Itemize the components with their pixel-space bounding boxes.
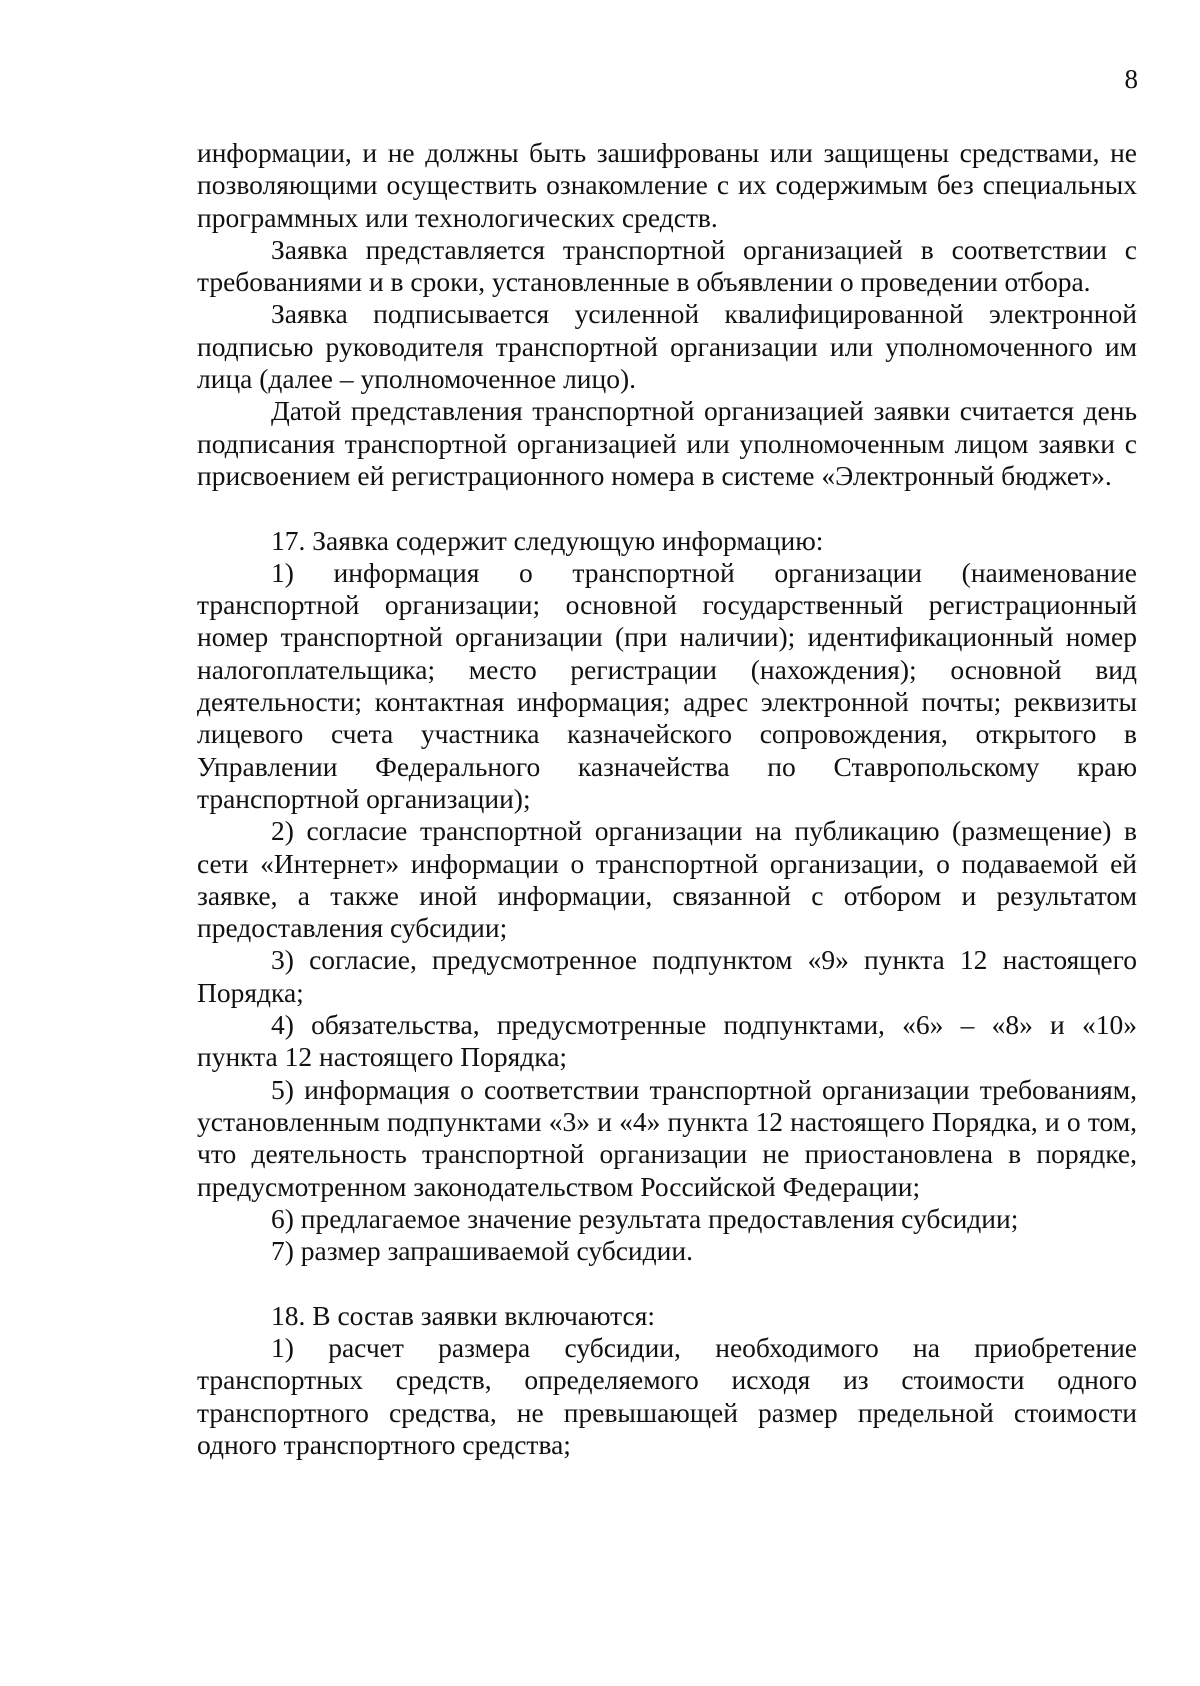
section-heading-17: 17. Заявка содержит следующую информацию: (271, 524, 824, 556)
document-body (197, 137, 1137, 1461)
list-item: 6) предлагаемое значение результата предоставления субсидии; (271, 1202, 1019, 1234)
paragraph: Заявка подписывается усиленной квалифицированной электронной подписью руководителя транспортной организации или уполномоченного им лица (далее – уполномоченное лицо). (197, 298, 1137, 395)
page-number: 8 (1124, 64, 1138, 94)
section-heading-18: 18. В состав заявки включаются: (271, 1299, 656, 1331)
list-item: 1) расчет размера субсидии, необходимого на приобретение транспортных средств, определяемого исходя из стоимости одного транспортного средства, не превышающей размер предельной стоимости одного транспортного средства; (197, 1331, 1137, 1460)
paragraph: Датой представления транспортной организацией заявки считается день подписания транспортной организацией или уполномоченным лицом заявки с присвоением ей регистрационного номера в системе «Электронный бюджет». (197, 395, 1137, 491)
list-item: 4) обязательства, предусмотренные подпунктами, «6» – «8» и «10» пункта 12 настоящего Порядка; (197, 1009, 1137, 1073)
paragraph-gap (197, 492, 1137, 524)
list-item: 3) согласие, предусмотренное подпунктом «9» пункта 12 настоящего Порядка; (197, 944, 1137, 1008)
list-item: 2) согласие транспортной организации на публикацию (размещение) в сети «Интернет» информации о транспортной организации, о подаваемой ей заявке, а также иной информации, связанной с отбором и результатом предоставления субсидии; (197, 815, 1137, 944)
list-item: 5) информация о соответствии транспортной организации требованиям, установленным подпунктами «3» и «4» пункта 12 настоящего Порядка, и о том, что деятельность транспортной организации не приостановлена в порядке, предусмотренном законодательством Российской Федерации; (197, 1073, 1137, 1202)
list-item: 7) размер запрашиваемой субсидии. (271, 1235, 693, 1267)
paragraph-gap (197, 1267, 1137, 1299)
paragraph-continuation: информации, и не должны быть зашифрованы или защищены средствами, не позволяющими осуществить ознакомление с их содержимым без специальных программных или технологических средств. (197, 137, 1137, 233)
paragraph: Заявка представляется транспортной организацией в соответствии с требованиями и в сроки, установленные в объявлении о проведении отбора. (197, 233, 1137, 298)
list-item: 1) информация о транспортной организации (наименование транспортной организации; основной государственный регистрационный номер транспортной организации (при наличии); идентификационный номер налогоплательщика; место регистрации (нахождения); основной вид деятельности; контактная информация; адрес электронной почты; реквизиты лицевого счета участника казначейского сопровождения, открытого в Управлении Федерального казначейства по Ставропольскому краю транспортной организации); (197, 556, 1137, 814)
